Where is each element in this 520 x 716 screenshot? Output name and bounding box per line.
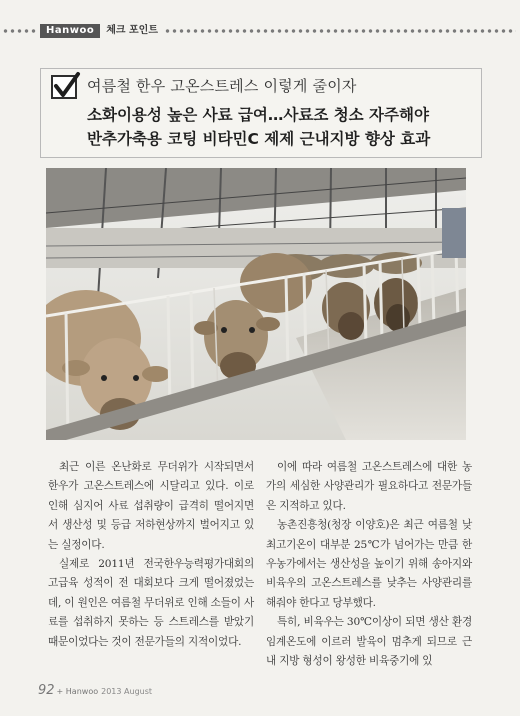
page-number: 92 (38, 683, 55, 698)
footer-brand: + Hanwoo (56, 687, 99, 696)
paragraph: 최근 이른 온난화로 무더위가 시작되면서 한우가 고온스트레스에 시달리고 있다. 이로 인해 심지어 사료 섭취량이 급격히 떨어지면서 생산성 및 등급 저하현상까지 벌어지고 있는 실정이다. (48, 461, 254, 551)
dot-divider-left (2, 28, 38, 34)
section-tag (40, 24, 158, 38)
cattle-barn-photo (46, 168, 466, 440)
article-subhead-2: 반추가축용 코팅 비타민C 제제 근내지방 향상 효과 (87, 130, 431, 148)
paragraph: 농촌진흥청(청장 이양호)은 최근 여름철 낮 최고기온이 대부분 25℃가 넘어가는 만큼 한우농가에서는 생산성을 높이기 위해 송아지와 비육우의 고온스트레스를 낮추는 사양관리를 해줘야 한다고 당부했다. (266, 519, 472, 609)
paragraph: 특히, 비육우는 30℃이상이 되면 생산 환경 임계온도에 이르러 발육이 멈추게 되므로 근내 지방 형성이 왕성한 비육중기에 있 (266, 616, 472, 668)
section-label: 체크 포인트 (106, 25, 159, 36)
section-header (0, 24, 520, 38)
paragraph: 실제로 2011년 전국한우능력평가대회의 고급육 성적이 전 대회보다 크게 떨어졌었는데, 이 원인은 여름철 무더위로 인해 소들이 사료를 섭취하지 못하는 등 스트레스를 받았기 때문이었다는 것이 전문가들의 지적이었다. (48, 558, 254, 648)
brand-label: Hanwoo (40, 24, 100, 38)
article-subhead-1: 소화이용성 높은 사료 급여…사료조 청소 자주해야 (87, 106, 429, 124)
article-body-right (266, 458, 472, 671)
title-box (40, 68, 482, 158)
footer-date: 2013 August (101, 687, 153, 696)
paragraph: 이에 따라 여름철 고온스트레스에 대한 농가의 세심한 사양관리가 필요하다고 전문가들은 지적하고 있다. (266, 461, 472, 512)
page-footer (38, 679, 152, 698)
article-headline: 여름철 한우 고온스트레스 이렇게 줄이자 (87, 77, 357, 95)
article-body-left (48, 458, 254, 652)
checkmark-icon (51, 75, 77, 99)
dot-divider-right (164, 28, 516, 34)
